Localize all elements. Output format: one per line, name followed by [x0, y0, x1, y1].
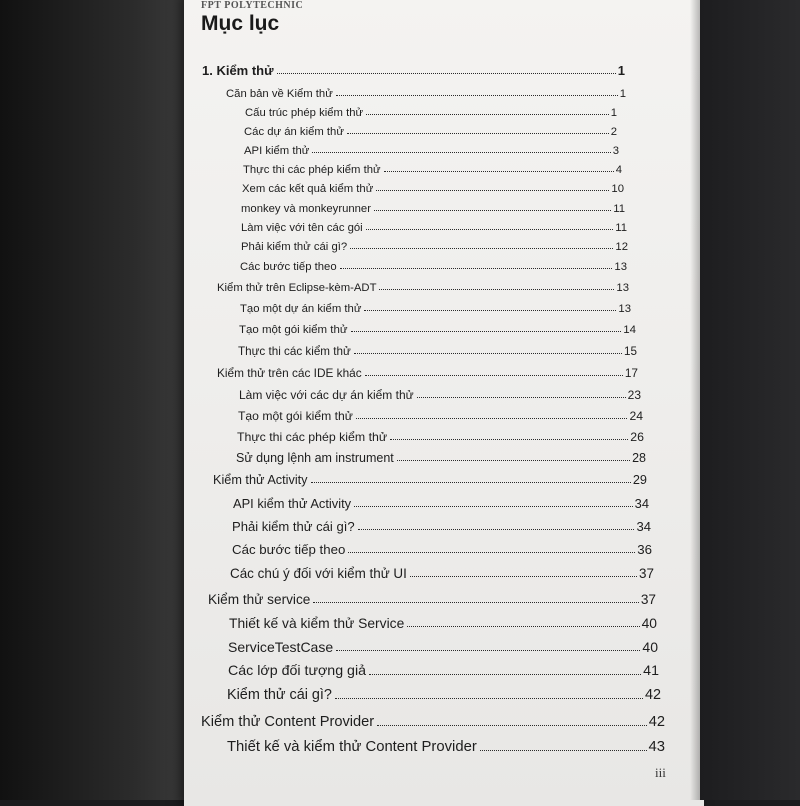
dot-leader	[379, 289, 614, 290]
page-number: iii	[655, 765, 666, 780]
dot-leader	[277, 73, 616, 74]
toc-subsection	[229, 615, 657, 631]
dot-leader	[366, 114, 609, 115]
toc-subsection	[239, 388, 641, 402]
toc-page-number: 26	[630, 430, 644, 444]
toc-page-number: 3	[612, 145, 619, 157]
toc-entry-title: Phải kiểm thử cái gì?	[241, 241, 348, 253]
toc-subsection	[241, 222, 627, 234]
toc-entry-title: Làm việc với các dự án kiểm thử	[239, 388, 414, 402]
toc-entry-title: Sử dụng lệnh am instrument	[236, 451, 394, 465]
toc-page-number: 37	[640, 592, 656, 607]
toc-page-number: 40	[641, 615, 657, 631]
toc-subsection	[239, 324, 636, 336]
toc-entry-title: Căn bản về Kiểm thử	[226, 88, 333, 100]
dot-leader	[417, 397, 626, 398]
toc-section	[217, 282, 629, 294]
toc-subsection	[238, 409, 643, 423]
toc-subsection	[228, 639, 658, 655]
publisher-header: FPT POLYTECHNIC	[201, 0, 304, 11]
dot-leader	[351, 331, 622, 332]
dot-leader	[366, 229, 614, 230]
toc-subsection	[227, 739, 665, 755]
toc-page-number: 42	[644, 687, 661, 703]
toc-entry-title: Làm việc với tên các gói	[241, 222, 363, 234]
dot-leader	[311, 482, 631, 483]
dot-leader	[350, 248, 613, 249]
toc-entry-title: Phải kiểm thử cái gì?	[232, 519, 355, 534]
toc-section	[217, 366, 638, 380]
toc-entry-title: Tạo một dự án kiểm thử	[240, 303, 362, 315]
toc-page-number: 42	[648, 714, 665, 730]
toc-page-number: 17	[624, 366, 638, 380]
dot-leader	[335, 698, 643, 699]
toc-section	[201, 714, 665, 730]
toc-subsection	[230, 566, 654, 581]
toc-entry-title: Thiết kế và kiểm thử Content Provider	[227, 739, 477, 755]
dot-leader	[410, 576, 637, 577]
book-edge-left	[0, 0, 188, 800]
toc-entry-title: Thiết kế và kiểm thử Service	[229, 615, 405, 631]
toc-entry-title: 1. Kiểm thử	[202, 63, 274, 78]
book-page	[184, 0, 704, 806]
book-edge-right	[700, 0, 800, 800]
toc-entry-title: Thực thi các phép kiểm thử	[243, 164, 381, 176]
toc-entry-title: Cấu trúc phép kiểm thử	[245, 107, 364, 119]
dot-leader	[336, 95, 618, 96]
toc-subsection	[245, 107, 617, 119]
toc-subsection	[244, 145, 619, 157]
toc-entry-title: Tạo một gói kiểm thử	[238, 409, 353, 423]
toc-section	[213, 473, 647, 487]
toc-page-number: 41	[643, 663, 659, 679]
toc-subsection	[242, 183, 624, 195]
toc-subsection	[227, 687, 661, 703]
dot-leader	[384, 171, 614, 172]
toc-subsection	[233, 496, 649, 511]
dot-leader	[376, 190, 609, 191]
toc-page-number: 34	[634, 496, 649, 511]
dot-leader	[397, 460, 630, 461]
dot-leader	[365, 375, 623, 376]
toc-page-number: 14	[623, 324, 636, 336]
dot-leader	[340, 268, 613, 269]
toc-page-number: 13	[614, 261, 627, 273]
toc-page-number: 37	[639, 566, 654, 581]
toc-page-number: 11	[613, 203, 625, 215]
toc-entry-title: monkey và monkeyrunner	[241, 203, 371, 215]
toc-page-number: 13	[618, 303, 631, 315]
toc-subsection	[243, 164, 622, 176]
toc-entry-title: API kiểm thử Activity	[233, 496, 352, 511]
toc-subsection	[241, 241, 628, 253]
toc-entry-title: Kiểm thử service	[208, 592, 311, 607]
toc-subsection	[236, 451, 646, 465]
toc-entry-title: Thực thi các kiểm thử	[238, 345, 351, 358]
toc-entry-title: Kiểm thử trên các IDE khác	[217, 366, 362, 380]
toc-entry-title: API kiểm thử	[244, 145, 310, 157]
toc-entry-title: Thực thi các phép kiểm thử	[237, 430, 388, 444]
toc-subsection	[240, 303, 631, 315]
dot-leader	[364, 310, 616, 311]
dot-leader	[354, 506, 633, 507]
toc-entry-title: Kiểm thử Activity	[213, 473, 308, 487]
dot-leader	[313, 602, 638, 603]
toc-section	[226, 88, 626, 100]
toc-entry-title: Các bước tiếp theo	[240, 261, 337, 273]
toc-page-number: 34	[636, 519, 651, 534]
toc-subsection	[237, 430, 644, 444]
toc-section	[208, 592, 656, 607]
dot-leader	[358, 529, 635, 530]
toc-page-number: 28	[632, 451, 646, 465]
toc-entry-title: Kiểm thử Content Provider	[201, 714, 375, 730]
toc-page-number: 1	[617, 63, 625, 78]
toc-page-number: 29	[632, 473, 647, 487]
toc-page-number: 15	[624, 345, 637, 358]
toc-page-number: 43	[648, 739, 665, 755]
toc-page-number: 12	[615, 241, 628, 253]
toc-entry-title: Các dự án kiểm thử	[244, 126, 344, 138]
toc-entry-title: ServiceTestCase	[228, 639, 334, 655]
dot-leader	[369, 674, 641, 675]
toc-page-number: 11	[615, 222, 627, 234]
dot-leader	[407, 626, 639, 627]
toc-subsection	[232, 542, 652, 557]
toc-subsection	[244, 126, 617, 138]
toc-page-number: 1	[619, 88, 626, 100]
dot-leader	[312, 152, 610, 153]
page-title: Mục lục	[201, 12, 280, 35]
toc-entry-title: Kiểm thử trên Eclipse-kèm-ADT	[217, 282, 377, 294]
toc-page-number: 13	[616, 282, 629, 294]
dot-leader	[480, 750, 647, 751]
toc-page-number: 4	[615, 164, 622, 176]
toc-page-number: 24	[629, 409, 643, 423]
toc-subsection	[232, 519, 651, 534]
dot-leader	[377, 725, 647, 726]
toc-entry-title: Tạo một gói kiểm thử	[239, 324, 348, 336]
dot-leader	[354, 353, 622, 354]
toc-subsection	[240, 261, 627, 273]
dot-leader	[356, 418, 628, 419]
toc-page-number: 1	[610, 107, 617, 119]
toc-entry-title: Kiểm thử cái gì?	[227, 687, 332, 703]
toc-entry-title: Các lớp đối tượng giả	[228, 663, 367, 679]
toc-entry-title: Các chú ý đối với kiểm thử UI	[230, 566, 407, 581]
toc-page-number: 40	[642, 639, 658, 655]
toc-page-number: 23	[627, 388, 641, 402]
dot-leader	[374, 210, 611, 211]
toc-entry-title: Các bước tiếp theo	[232, 542, 346, 557]
toc-page-number: 36	[637, 542, 652, 557]
toc-subsection	[241, 203, 625, 215]
toc-chapter	[202, 63, 625, 78]
dot-leader	[347, 133, 609, 134]
dot-leader	[390, 439, 628, 440]
toc-entry-title: Xem các kết quả kiểm thử	[242, 183, 374, 195]
toc-page-number: 10	[611, 183, 624, 195]
dot-leader	[336, 650, 640, 651]
toc-subsection	[228, 663, 659, 679]
toc-subsection	[238, 345, 637, 358]
dot-leader	[348, 552, 635, 553]
toc-page-number: 2	[610, 126, 617, 138]
